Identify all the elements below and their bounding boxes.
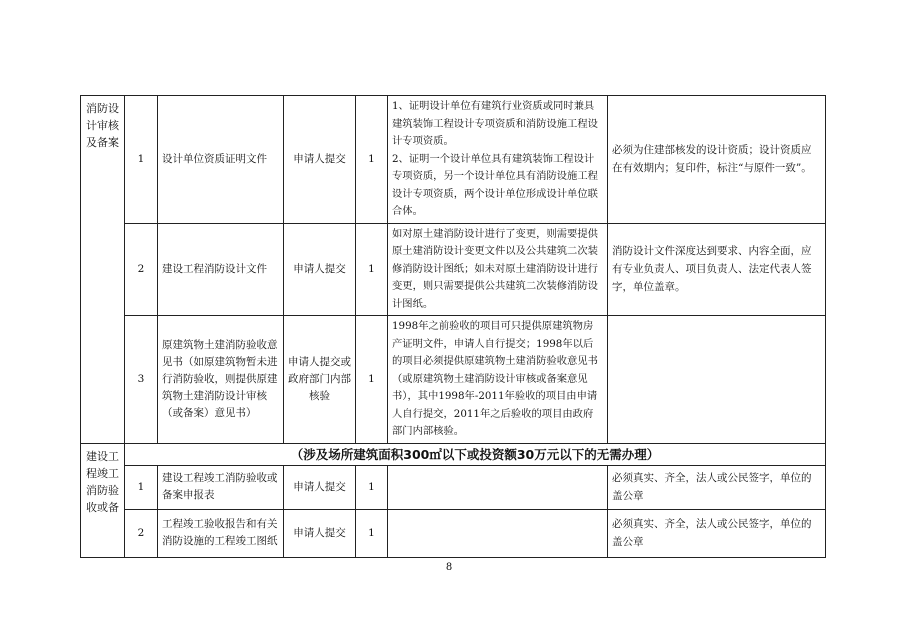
row-number: 2 bbox=[125, 509, 158, 557]
material-description: 1、证明设计单位有建筑行业资质或同时兼具建筑装饰工程设计专项资质和消防设施工程设计专项资质。 2、证明一个设计单位具有建筑装饰工程设计专项资质，另一个设计单位具有消防设施工程设计专项资质，两个设计单位形成设计单位联合体。 bbox=[388, 96, 608, 224]
row-number: 3 bbox=[125, 316, 158, 444]
submitter: 申请人提交 bbox=[284, 509, 356, 557]
material-name: 原建筑物土建消防验收意见书（如原建筑物暂未进行消防验收，则提供原建筑物土建消防设计审核（或备案）意见书） bbox=[158, 316, 284, 444]
copy-count: 1 bbox=[356, 465, 388, 509]
section-title-completion: 建设工程竣工消防验收或备 bbox=[81, 443, 125, 557]
material-description: 如对原土建消防设计进行了变更，则需要提供原土建消防设计变更文件以及公共建筑二次装修消防设计图纸；如未对原土建消防设计进行变更，则只需要提供公共建筑二次装修消防设计图纸。 bbox=[388, 223, 608, 316]
submitter: 申请人提交 bbox=[284, 465, 356, 509]
material-requirement: 必须真实、齐全，法人或公民签字，单位的盖公章 bbox=[608, 465, 826, 509]
copy-count: 1 bbox=[356, 223, 388, 316]
submitter: 申请人提交或政府部门内部核验 bbox=[284, 316, 356, 444]
material-name: 设计单位资质证明文件 bbox=[158, 96, 284, 224]
submitter: 申请人提交 bbox=[284, 96, 356, 224]
page-number: 8 bbox=[445, 562, 453, 573]
material-description bbox=[388, 509, 608, 557]
material-requirement: 必须真实、齐全，法人或公民签字，单位的盖公章 bbox=[608, 509, 826, 557]
materials-table bbox=[80, 95, 826, 558]
table-row bbox=[81, 465, 826, 509]
material-name: 建设工程消防设计文件 bbox=[158, 223, 284, 316]
material-name: 工程竣工验收报告和有关消防设施的工程竣工图纸 bbox=[158, 509, 284, 557]
material-description bbox=[388, 465, 608, 509]
exemption-banner: （涉及场所建筑面积300㎡以下或投资额30万元以下的无需办理） bbox=[125, 443, 826, 465]
table-row bbox=[81, 443, 826, 465]
copy-count: 1 bbox=[356, 509, 388, 557]
material-requirement: 必须为住建部核发的设计资质；设计资质应在有效期内；复印件，标注“与原件一致”。 bbox=[608, 96, 826, 224]
material-requirement: 消防设计文件深度达到要求、内容全面，应有专业负责人、项目负责人、法定代表人签字，单位盖章。 bbox=[608, 223, 826, 316]
table-row bbox=[81, 509, 826, 557]
row-number: 2 bbox=[125, 223, 158, 316]
copy-count: 1 bbox=[356, 96, 388, 224]
material-name: 建设工程竣工消防验收或备案申报表 bbox=[158, 465, 284, 509]
material-description: 1998年之前验收的项目可只提供原建筑物房产证明文件，申请人自行提交；1998年以后的项目必须提供原建筑物土建消防验收意见书（或原建筑物土建消防设计审核或备案意见书），其中1998年-2011年验收的项目由申请人自行提交，2011年之后验收的项目由政府部门内部核验。 bbox=[388, 316, 608, 444]
submitter: 申请人提交 bbox=[284, 223, 356, 316]
material-requirement bbox=[608, 316, 826, 444]
table-row bbox=[81, 316, 826, 444]
copy-count: 1 bbox=[356, 316, 388, 444]
table-row bbox=[81, 223, 826, 316]
section-title-fire-design: 消防设计审核及备案 bbox=[81, 96, 125, 444]
row-number: 1 bbox=[125, 96, 158, 224]
row-number: 1 bbox=[125, 465, 158, 509]
table-row bbox=[81, 96, 826, 224]
